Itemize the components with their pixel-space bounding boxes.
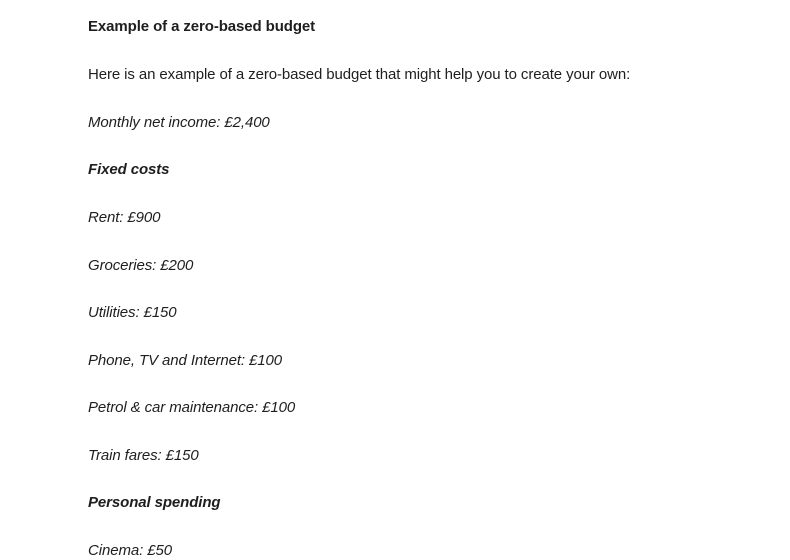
budget-item-groceries: Groceries: £200 [88, 257, 194, 274]
budget-item-train-fares: Train fares: £150 [88, 447, 199, 464]
section-heading-personal-spending: Personal spending [88, 494, 221, 511]
budget-item-utilities: Utilities: £150 [88, 304, 177, 321]
budget-item-cinema: Cinema: £50 [88, 542, 172, 559]
budget-item-phone-tv-internet: Phone, TV and Internet: £100 [88, 352, 283, 369]
section-heading-fixed-costs: Fixed costs [88, 161, 170, 178]
monthly-income: Monthly net income: £2,400 [88, 114, 270, 131]
budget-item-petrol-car: Petrol & car maintenance: £100 [88, 399, 296, 416]
intro-paragraph: Here is an example of a zero-based budget that might help you to create your own: [88, 66, 631, 83]
budget-item-rent: Rent: £900 [88, 209, 161, 226]
document-title: Example of a zero-based budget [88, 18, 316, 35]
